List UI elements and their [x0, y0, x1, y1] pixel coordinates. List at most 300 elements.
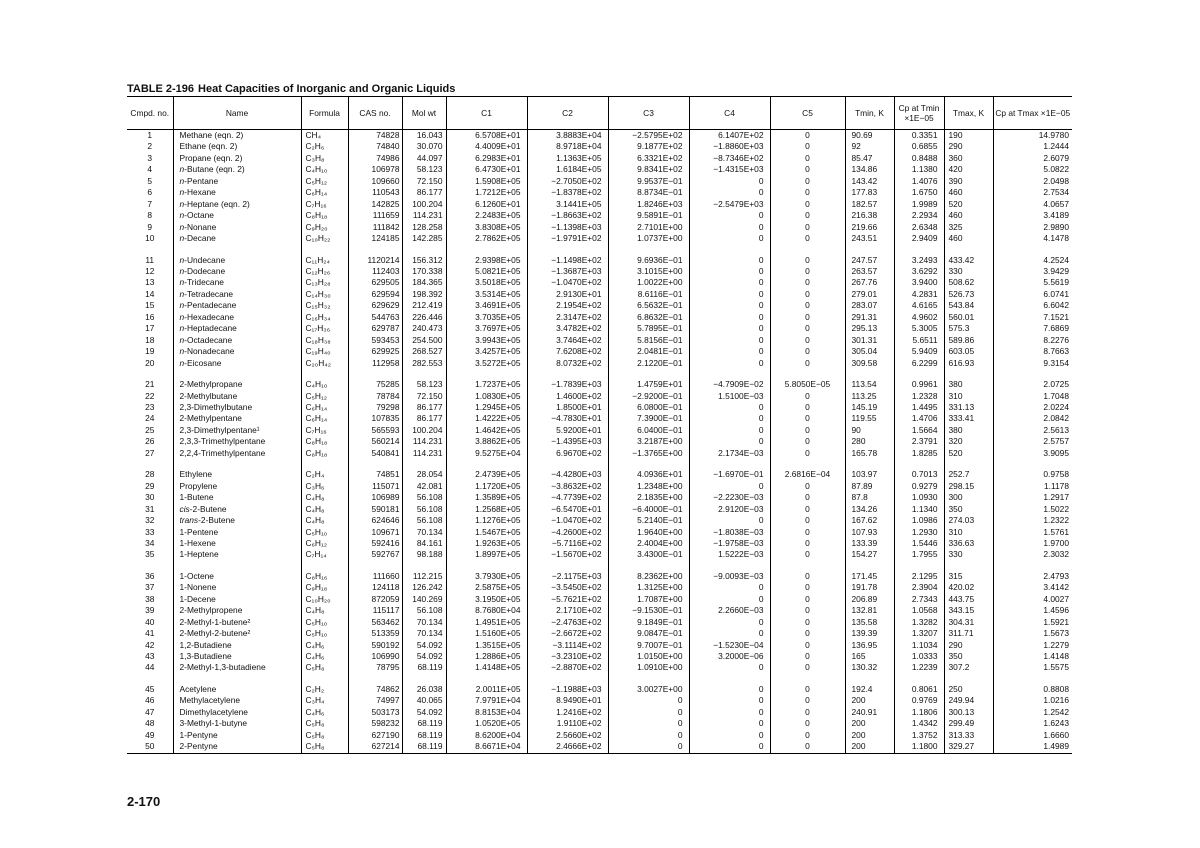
- cp-at-tmax: 4.0027: [993, 594, 1072, 605]
- compound-number: 50: [145, 741, 155, 752]
- c2-coefficient: −4.4280E+03: [527, 469, 608, 480]
- c3-coefficient: 8.2362E+00: [608, 571, 689, 582]
- table-row: [127, 130, 1072, 142]
- t-max: 350: [944, 651, 993, 662]
- cp-at-tmax: 2.7534: [993, 187, 1072, 198]
- c1-coefficient: 2.0011E+05: [446, 684, 527, 695]
- cp-at-tmax: 2.4793: [993, 571, 1072, 582]
- c4-coefficient: −1.6970E−01: [689, 469, 770, 480]
- spacer-cell: [348, 245, 402, 255]
- t-max: 300.13: [944, 707, 993, 718]
- t-min: 247.57: [845, 255, 894, 266]
- cp-at-tmax: 8.2276: [993, 335, 1072, 346]
- compound-number: 12: [145, 265, 155, 276]
- t-min: 90: [845, 425, 894, 436]
- molecular-weight: 56.108: [402, 605, 446, 616]
- cp-at-tmax: 3.9095: [993, 448, 1072, 459]
- cas-number: 74851: [348, 469, 402, 480]
- spacer-cell: [993, 369, 1072, 379]
- cp-at-tmin: 0.9279: [894, 481, 944, 492]
- compound-number: 5: [147, 175, 153, 186]
- formula: C₂H₄: [301, 469, 348, 480]
- c3-coefficient: 0: [608, 741, 689, 753]
- c5-coefficient: 0: [770, 199, 845, 210]
- cp-at-tmax: 2.0498: [993, 176, 1072, 187]
- spacer-cell: [944, 674, 993, 684]
- c4-coefficient: 0: [689, 582, 770, 593]
- cas-number: 74828: [348, 130, 402, 142]
- c3-coefficient: 7.3900E−01: [608, 413, 689, 424]
- cp-at-tmin: 1.0568: [894, 605, 944, 616]
- c2-coefficient: −4.7739E+02: [527, 492, 608, 503]
- cp-at-tmax: 1.6660: [993, 730, 1072, 741]
- table-row: [127, 187, 1072, 198]
- cp-at-tmin: 1.3207: [894, 628, 944, 639]
- t-min: 87.8: [845, 492, 894, 503]
- t-max: 331.13: [944, 402, 993, 413]
- c1-coefficient: 1.8997E+05: [446, 549, 527, 560]
- c4-coefficient: 6.1407E+02: [689, 130, 770, 142]
- molecular-weight: 54.092: [402, 707, 446, 718]
- cas-number: 107835: [348, 413, 402, 424]
- spacer-cell: [173, 245, 301, 255]
- table-row: [127, 413, 1072, 424]
- table-row: [127, 300, 1072, 311]
- compound-name: n-Decane: [173, 233, 301, 244]
- compound-number: 48: [145, 718, 155, 729]
- molecular-weight: 44.097: [402, 153, 446, 164]
- cp-at-tmin: 1.1340: [894, 504, 944, 515]
- molecular-weight: 68.119: [402, 730, 446, 741]
- compound-number: 26: [145, 436, 155, 447]
- spacer-cell: [173, 561, 301, 571]
- cp-at-tmax: 2.5613: [993, 425, 1072, 436]
- spacer-cell: [301, 561, 348, 571]
- cas-number: 544763: [348, 312, 402, 323]
- table-row: [127, 707, 1072, 718]
- formula: C₁₂H₂₆: [301, 266, 348, 277]
- t-max: 460: [944, 187, 993, 198]
- c1-coefficient: 3.5272E+05: [446, 358, 527, 369]
- table-row: [127, 176, 1072, 187]
- formula: C₅H₈: [301, 718, 348, 729]
- t-max: 310: [944, 391, 993, 402]
- c2-coefficient: 3.7464E+02: [527, 335, 608, 346]
- compound-name: 1-Decene: [173, 594, 301, 605]
- c3-coefficient: 3.4300E−01: [608, 549, 689, 560]
- t-min: 165.78: [845, 448, 894, 459]
- c1-coefficient: 1.4642E+05: [446, 425, 527, 436]
- group-spacer: [127, 674, 1072, 684]
- cp-at-tmax: 1.4596: [993, 605, 1072, 616]
- c2-coefficient: −1.4395E+03: [527, 436, 608, 447]
- cas-number: 1120214: [348, 255, 402, 266]
- column-header-c5-coefficient: C5: [770, 97, 845, 130]
- cp-at-tmin: 5.6511: [894, 335, 944, 346]
- t-max: 330: [944, 266, 993, 277]
- t-max: 520: [944, 448, 993, 459]
- table-row: [127, 582, 1072, 593]
- t-min: 243.51: [845, 233, 894, 244]
- cp-at-tmax: 1.2542: [993, 707, 1072, 718]
- c5-coefficient: 0: [770, 402, 845, 413]
- compound-name: 1-Butene: [173, 492, 301, 503]
- table-row: [127, 199, 1072, 210]
- c2-coefficient: −2.8870E+02: [527, 662, 608, 673]
- c4-coefficient: 0: [689, 176, 770, 187]
- formula: C₁₉H₄₀: [301, 346, 348, 357]
- t-max: 310: [944, 527, 993, 538]
- c2-coefficient: 3.4782E+02: [527, 323, 608, 334]
- group-spacer: [127, 245, 1072, 255]
- formula: C₄H₆: [301, 651, 348, 662]
- c5-coefficient: 0: [770, 425, 845, 436]
- t-min: 154.27: [845, 549, 894, 560]
- compound-number: 25: [145, 424, 155, 435]
- spacer-cell: [944, 369, 993, 379]
- c3-coefficient: 9.8341E+02: [608, 164, 689, 175]
- compound-number: 4: [147, 164, 153, 175]
- molecular-weight: 56.108: [402, 504, 446, 515]
- t-max: 298.15: [944, 481, 993, 492]
- compound-name: Propylene: [173, 481, 301, 492]
- cp-at-tmin: 0.6855: [894, 141, 944, 152]
- cp-at-tmax: 2.5757: [993, 436, 1072, 447]
- column-header-c2-coefficient: C2: [527, 97, 608, 130]
- c2-coefficient: 2.1710E+02: [527, 605, 608, 616]
- c2-coefficient: 2.4666E+02: [527, 741, 608, 753]
- c3-coefficient: 2.7101E+00: [608, 222, 689, 233]
- table-row: [127, 741, 1072, 753]
- c1-coefficient: 1.9263E+05: [446, 538, 527, 549]
- molecular-weight: 140.269: [402, 594, 446, 605]
- cp-at-tmax: 6.6042: [993, 300, 1072, 311]
- spacer-cell: [446, 459, 527, 469]
- c1-coefficient: 6.5708E+01: [446, 130, 527, 142]
- cp-at-tmax: 2.6079: [993, 153, 1072, 164]
- c2-coefficient: −6.5470E+01: [527, 504, 608, 515]
- cp-at-tmin: 5.9409: [894, 346, 944, 357]
- t-max: 325: [944, 222, 993, 233]
- spacer-cell: [608, 561, 689, 571]
- molecular-weight: 72.150: [402, 176, 446, 187]
- t-min: 87.89: [845, 481, 894, 492]
- c2-coefficient: 2.1954E+02: [527, 300, 608, 311]
- compound-number: 27: [145, 447, 155, 458]
- compound-name: cis-2-Butene: [173, 504, 301, 515]
- c4-coefficient: −2.2230E−03: [689, 492, 770, 503]
- t-min: 267.76: [845, 277, 894, 288]
- formula: C₂H₂: [301, 684, 348, 695]
- c5-coefficient: 0: [770, 605, 845, 616]
- cp-at-tmax: 1.5575: [993, 662, 1072, 673]
- spacer-cell: [173, 459, 301, 469]
- c2-coefficient: 3.1441E+05: [527, 199, 608, 210]
- cas-number: 109671: [348, 527, 402, 538]
- compound-number: 7: [147, 198, 153, 209]
- t-min: 165: [845, 651, 894, 662]
- compound-name: 2,2,4-Trimethylpentane: [173, 448, 301, 459]
- spacer-cell: [446, 674, 527, 684]
- table-row: [127, 571, 1072, 582]
- formula: C₄H₆: [301, 640, 348, 651]
- t-max: 300: [944, 492, 993, 503]
- t-max: 433.42: [944, 255, 993, 266]
- c4-coefficient: 0: [689, 515, 770, 526]
- molecular-weight: 30.070: [402, 141, 446, 152]
- compound-name: 2-Methyl-1-butene²: [173, 617, 301, 628]
- compound-name: Ethane (eqn. 2): [173, 141, 301, 152]
- t-min: 171.45: [845, 571, 894, 582]
- cp-at-tmax: 2.0842: [993, 413, 1072, 424]
- molecular-weight: 28.054: [402, 469, 446, 480]
- c2-coefficient: −1.0470E+02: [527, 277, 608, 288]
- header-row: [127, 97, 1072, 130]
- cas-number: 111842: [348, 222, 402, 233]
- c4-coefficient: 0: [689, 277, 770, 288]
- t-max: 336.63: [944, 538, 993, 549]
- spacer-cell: [845, 245, 894, 255]
- compound-name: 1-Nonene: [173, 582, 301, 593]
- compound-number: 8: [147, 210, 153, 221]
- spacer-cell: [527, 561, 608, 571]
- cas-number: 565593: [348, 425, 402, 436]
- compound-name: 1-Octene: [173, 571, 301, 582]
- c5-coefficient: 0: [770, 527, 845, 538]
- molecular-weight: 54.092: [402, 651, 446, 662]
- cp-at-tmax: 1.9700: [993, 538, 1072, 549]
- formula: C₄H₈: [301, 515, 348, 526]
- spacer-cell: [527, 459, 608, 469]
- c2-coefficient: −2.4763E+02: [527, 617, 608, 628]
- c2-coefficient: 1.8500E+01: [527, 402, 608, 413]
- spacer-cell: [993, 245, 1072, 255]
- table-row: [127, 266, 1072, 277]
- cp-at-tmin: 1.2328: [894, 391, 944, 402]
- c5-coefficient: 0: [770, 222, 845, 233]
- compound-name: n-Nonane: [173, 222, 301, 233]
- c1-coefficient: 1.7212E+05: [446, 187, 527, 198]
- c5-coefficient: 0: [770, 448, 845, 459]
- c4-coefficient: 0: [689, 255, 770, 266]
- c1-coefficient: 3.1950E+05: [446, 594, 527, 605]
- compound-number: 47: [145, 706, 155, 717]
- cas-number: 79298: [348, 402, 402, 413]
- c4-coefficient: 0: [689, 312, 770, 323]
- table-caption: Heat Capacities of Inorganic and Organic Liquids: [198, 83, 456, 95]
- formula: C₇H₁₆: [301, 199, 348, 210]
- formula: C₄H₈: [301, 492, 348, 503]
- formula: C₉H₁₈: [301, 582, 348, 593]
- t-max: 333.41: [944, 413, 993, 424]
- c3-coefficient: −1.3765E+00: [608, 448, 689, 459]
- spacer-cell: [301, 245, 348, 255]
- cas-number: 111660: [348, 571, 402, 582]
- compound-name: 2-Methylbutane: [173, 391, 301, 402]
- c2-coefficient: −1.1988E+03: [527, 684, 608, 695]
- c1-coefficient: 6.4730E+01: [446, 164, 527, 175]
- c2-coefficient: −1.7839E+03: [527, 379, 608, 390]
- c1-coefficient: 3.4257E+05: [446, 346, 527, 357]
- c2-coefficient: 2.9130E+01: [527, 289, 608, 300]
- cp-at-tmin: 1.8285: [894, 448, 944, 459]
- t-min: 182.57: [845, 199, 894, 210]
- molecular-weight: 126.242: [402, 582, 446, 593]
- c5-coefficient: 0: [770, 695, 845, 706]
- compound-name: trans-2-Butene: [173, 515, 301, 526]
- c4-coefficient: 2.2660E−03: [689, 605, 770, 616]
- t-max: 330: [944, 549, 993, 560]
- spacer-cell: [446, 369, 527, 379]
- t-min: 107.93: [845, 527, 894, 538]
- cp-at-tmin: 0.8488: [894, 153, 944, 164]
- formula: C₄H₈: [301, 504, 348, 515]
- cp-at-tmin: 3.2493: [894, 255, 944, 266]
- c2-coefficient: 7.6208E+02: [527, 346, 608, 357]
- c3-coefficient: 1.4759E+01: [608, 379, 689, 390]
- t-max: 560.01: [944, 312, 993, 323]
- cas-number: 109660: [348, 176, 402, 187]
- c2-coefficient: −5.7116E+02: [527, 538, 608, 549]
- column-header-t-max: Tmax, K: [944, 97, 993, 130]
- c4-coefficient: 1.5222E−03: [689, 549, 770, 560]
- c1-coefficient: 1.4148E+05: [446, 662, 527, 673]
- table-row: [127, 346, 1072, 357]
- c4-coefficient: −1.8038E−03: [689, 527, 770, 538]
- cas-number: 78784: [348, 391, 402, 402]
- cp-at-tmin: 3.6292: [894, 266, 944, 277]
- c2-coefficient: −2.6672E+02: [527, 628, 608, 639]
- c3-coefficient: −6.4000E−01: [608, 504, 689, 515]
- spacer-cell: [127, 245, 173, 255]
- molecular-weight: 56.108: [402, 515, 446, 526]
- molecular-weight: 128.258: [402, 222, 446, 233]
- compound-name: 2-Methylpentane: [173, 413, 301, 424]
- t-max: 274.03: [944, 515, 993, 526]
- compound-number: 14: [145, 288, 155, 299]
- cp-at-tmin: 1.3752: [894, 730, 944, 741]
- compound-name: 2-Methylpropane: [173, 379, 301, 390]
- c1-coefficient: 1.2886E+05: [446, 651, 527, 662]
- c2-coefficient: 8.0732E+02: [527, 358, 608, 369]
- compound-name: n-Hexadecane: [173, 312, 301, 323]
- compound-name: n-Butane (eqn. 2): [173, 164, 301, 175]
- compound-name: 2-Methyl-1,3-butadiene: [173, 662, 301, 673]
- c4-coefficient: 0: [689, 323, 770, 334]
- t-max: 343.15: [944, 605, 993, 616]
- cas-number: 540841: [348, 448, 402, 459]
- table-row: [127, 469, 1072, 480]
- spacer-cell: [446, 561, 527, 571]
- cas-number: 629925: [348, 346, 402, 357]
- compound-name: n-Tridecane: [173, 277, 301, 288]
- group-spacer: [127, 561, 1072, 571]
- c3-coefficient: −9.1530E−01: [608, 605, 689, 616]
- t-min: 291.31: [845, 312, 894, 323]
- molecular-weight: 240.473: [402, 323, 446, 334]
- molecular-weight: 72.150: [402, 391, 446, 402]
- t-min: 216.38: [845, 210, 894, 221]
- compound-number: 37: [145, 582, 155, 593]
- column-header-c4-coefficient: C4: [689, 97, 770, 130]
- t-min: 133.39: [845, 538, 894, 549]
- c1-coefficient: 7.9791E+04: [446, 695, 527, 706]
- c3-coefficient: 2.1835E+00: [608, 492, 689, 503]
- column-header-t-min: Tmin, K: [845, 97, 894, 130]
- c1-coefficient: 2.2483E+05: [446, 210, 527, 221]
- molecular-weight: 58.123: [402, 164, 446, 175]
- c3-coefficient: 1.0022E+00: [608, 277, 689, 288]
- cp-at-tmin: 1.0986: [894, 515, 944, 526]
- c4-coefficient: 0: [689, 233, 770, 244]
- table-row: [127, 527, 1072, 538]
- compound-number: 23: [145, 401, 155, 412]
- c3-coefficient: 1.3125E+00: [608, 582, 689, 593]
- molecular-weight: 156.312: [402, 255, 446, 266]
- c4-coefficient: 0: [689, 662, 770, 673]
- c3-coefficient: 0: [608, 695, 689, 706]
- t-max: 616.93: [944, 358, 993, 369]
- c4-coefficient: 0: [689, 628, 770, 639]
- c4-coefficient: 0: [689, 346, 770, 357]
- c4-coefficient: 0: [689, 335, 770, 346]
- table-row: [127, 153, 1072, 164]
- c4-coefficient: 0: [689, 425, 770, 436]
- formula: C₅H₁₀: [301, 527, 348, 538]
- cp-at-tmax: 4.1478: [993, 233, 1072, 244]
- spacer-cell: [127, 369, 173, 379]
- t-min: 309.58: [845, 358, 894, 369]
- cas-number: 142825: [348, 199, 402, 210]
- compound-name: 1-Pentyne: [173, 730, 301, 741]
- c5-coefficient: 0: [770, 640, 845, 651]
- t-min: 279.01: [845, 289, 894, 300]
- spacer-cell: [527, 369, 608, 379]
- cp-at-tmin: 4.9602: [894, 312, 944, 323]
- molecular-weight: 98.188: [402, 549, 446, 560]
- c2-coefficient: −1.1498E+02: [527, 255, 608, 266]
- c3-coefficient: 6.0400E−01: [608, 425, 689, 436]
- molecular-weight: 100.204: [402, 199, 446, 210]
- table-row: [127, 289, 1072, 300]
- c5-coefficient: 0: [770, 481, 845, 492]
- compound-number: 19: [145, 346, 155, 357]
- compound-number: 24: [145, 413, 155, 424]
- compound-number: 38: [145, 593, 155, 604]
- table-row: [127, 402, 1072, 413]
- t-max: 313.33: [944, 730, 993, 741]
- c1-coefficient: 9.5275E+04: [446, 448, 527, 459]
- t-max: 290: [944, 640, 993, 651]
- c2-coefficient: −2.1175E+03: [527, 571, 608, 582]
- compound-name: 2-Pentyne: [173, 741, 301, 753]
- formula: C₃H₄: [301, 695, 348, 706]
- t-min: 283.07: [845, 300, 894, 311]
- t-max: 390: [944, 176, 993, 187]
- c2-coefficient: 2.5660E+02: [527, 730, 608, 741]
- t-min: 135.58: [845, 617, 894, 628]
- t-min: 145.19: [845, 402, 894, 413]
- cp-at-tmax: 1.5921: [993, 617, 1072, 628]
- t-max: 526.73: [944, 289, 993, 300]
- compound-number: 39: [145, 605, 155, 616]
- c5-coefficient: 0: [770, 210, 845, 221]
- t-min: 305.04: [845, 346, 894, 357]
- cas-number: 124185: [348, 233, 402, 244]
- c5-coefficient: 0: [770, 176, 845, 187]
- spacer-cell: [993, 561, 1072, 571]
- formula: C₆H₁₄: [301, 187, 348, 198]
